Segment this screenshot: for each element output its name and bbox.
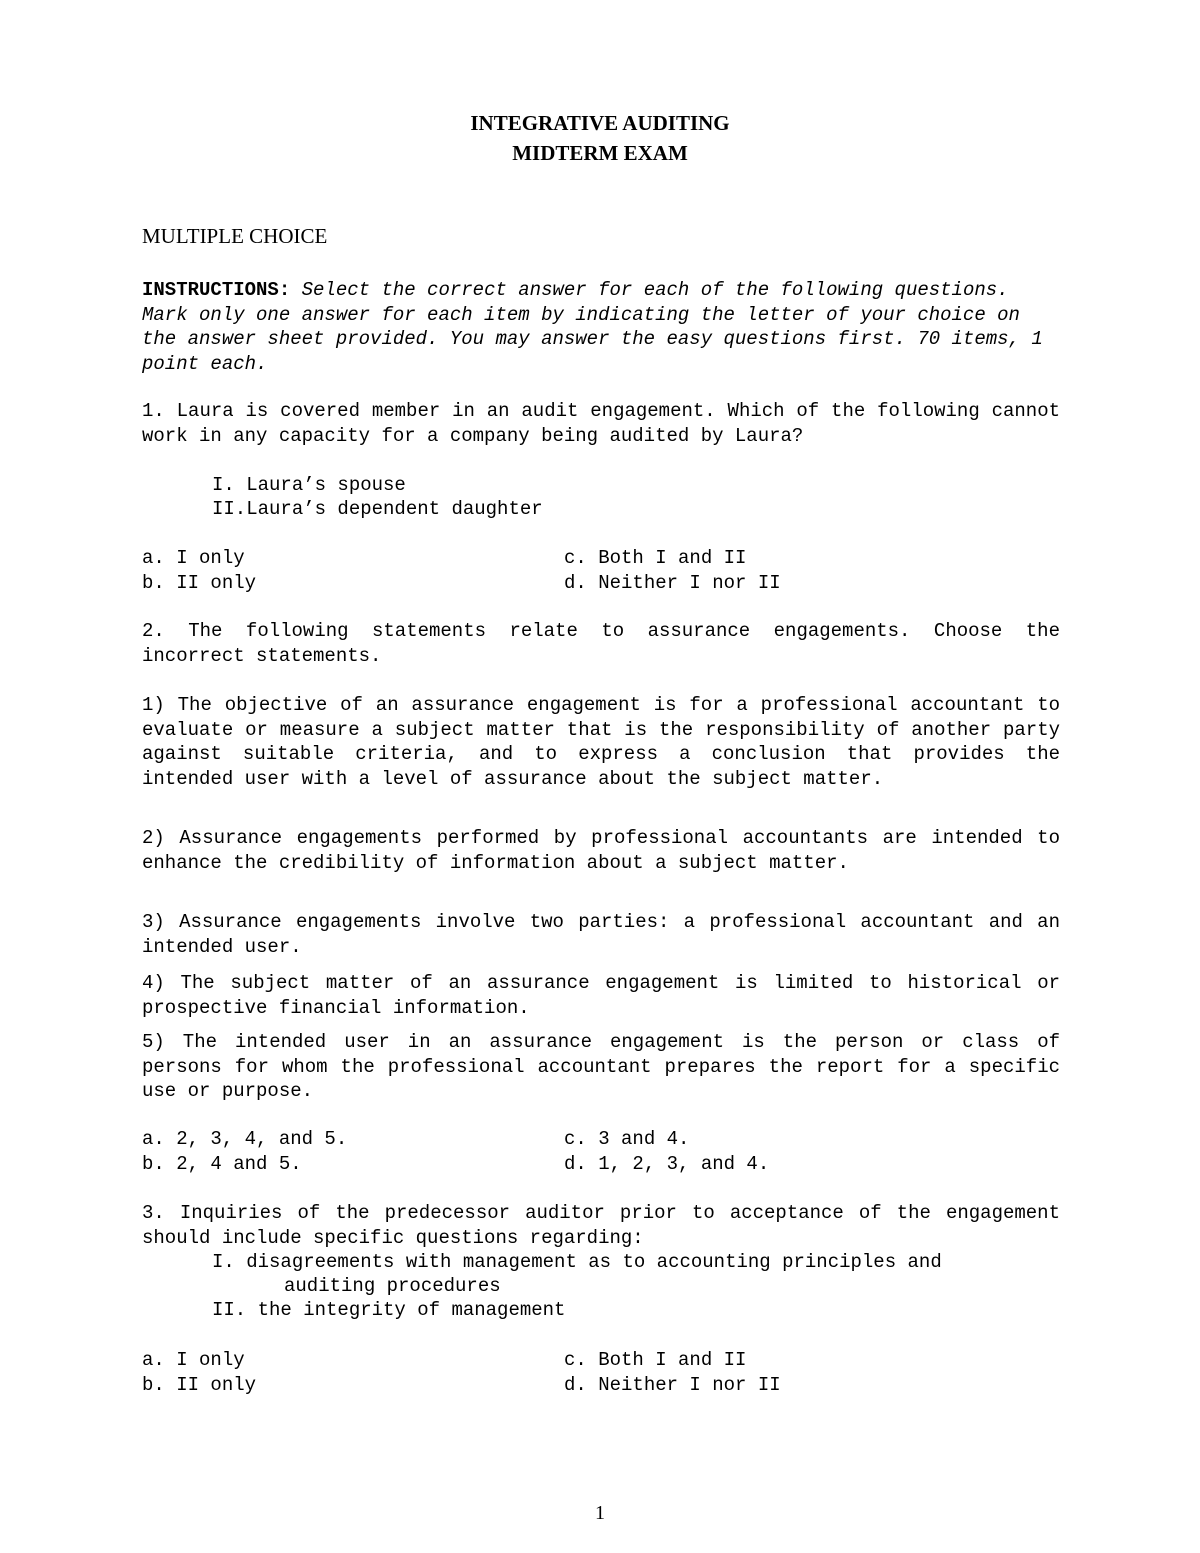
question-3-item-1: I. disagreements with management as to accounting principles and: [212, 1251, 942, 1273]
instructions-text: Select the correct answer for each of the following questions. Mark only one answer for each item by indicating the letter of your choice on the answer sheet provided. You may answer the easy questions first. 70 items, 1 point each.: [142, 279, 1043, 375]
question-2-stem: 2. The following statements relate to assurance engagements. Choose the incorrect statements.: [142, 620, 1060, 667]
choice-b: b. II only: [142, 1373, 257, 1396]
choice-a: a. 2, 3, 4, and 5.: [142, 1128, 348, 1150]
page-number: 1: [595, 1502, 605, 1524]
question-2-statement-2: 2) Assurance engagements performed by professional accountants are intended to enhance the credibility of information about a subject matter.: [142, 827, 1060, 874]
section-heading: MULTIPLE CHOICE: [142, 224, 328, 248]
question-1-stem: 1. Laura is covered member in an audit engagement. Which of the following cannot work in any capacity for a company being audited by Laura?: [142, 400, 1060, 447]
choice-c: c. 3 and 4.: [564, 1128, 690, 1150]
question-3-item-2: II. the integrity of management: [212, 1299, 566, 1321]
choice-d: d. Neither I nor II: [564, 1373, 781, 1396]
question-3-choices: [142, 1348, 1060, 1397]
exam-title: INTEGRATIVE AUDITING: [470, 111, 730, 135]
instructions-block: [142, 278, 1060, 376]
choice-b: b. II only: [142, 571, 257, 594]
choice-d: d. 1, 2, 3, and 4.: [564, 1152, 770, 1175]
instructions-label: INSTRUCTIONS:: [142, 279, 291, 301]
exam-subtitle: MIDTERM EXAM: [512, 141, 688, 165]
question-1-item-2: II.Laura’s dependent daughter: [212, 498, 543, 520]
question-2-statement-3: 3) Assurance engagements involve two parties: a professional accountant and an intended user.: [142, 911, 1060, 958]
question-1-item-1: I. Laura’s spouse: [212, 474, 406, 496]
question-2-statement-1: 1) The objective of an assurance engagement is for a professional accountant to evaluate or measure a subject matter that is the responsibility of another party against suitable criteria, and to express a conclusion that provides the intended user with a level of assurance about the subject matter.: [142, 694, 1060, 790]
question-3-item-1-cont: auditing procedures: [284, 1275, 501, 1297]
choice-c: c. Both I and II: [564, 1349, 747, 1371]
choice-d: d. Neither I nor II: [564, 571, 781, 594]
question-2-statement-4: 4) The subject matter of an assurance engagement is limited to historical or prospective financial information.: [142, 972, 1060, 1019]
choice-b: b. 2, 4 and 5.: [142, 1152, 302, 1175]
choice-a: a. I only: [142, 547, 245, 569]
choice-a: a. I only: [142, 1349, 245, 1371]
choice-c: c. Both I and II: [564, 547, 747, 569]
question-3-stem: 3. Inquiries of the predecessor auditor prior to acceptance of the engagement should include specific questions regarding:: [142, 1202, 1060, 1249]
question-2-statement-5: 5) The intended user in an assurance engagement is the person or class of persons for whom the professional accountant prepares the report for a specific use or purpose.: [142, 1031, 1060, 1102]
question-1-choices: [142, 546, 1060, 595]
question-2-choices: [142, 1127, 1060, 1176]
